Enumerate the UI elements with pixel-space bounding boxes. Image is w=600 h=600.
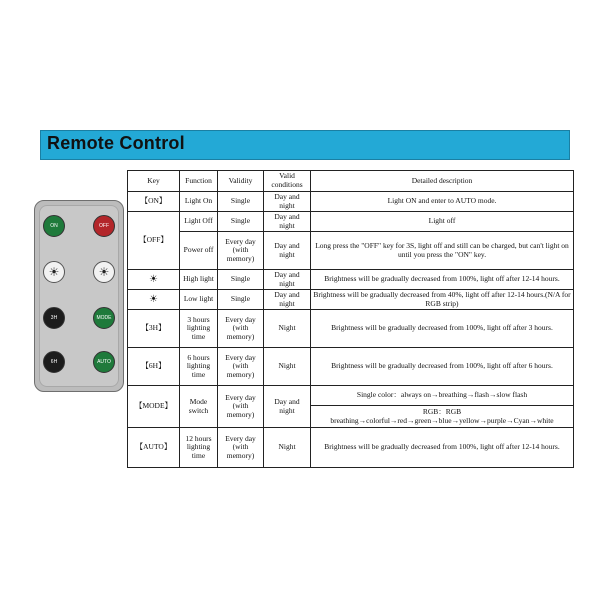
validity-cell: Every day (with memory) (218, 428, 264, 468)
remote-mode-button (93, 307, 115, 329)
key-cell: 【MODE】 (128, 386, 180, 428)
conditions-cell: Day and night (264, 386, 311, 428)
remote-off-label: OFF (99, 223, 109, 229)
conditions-cell: Night (264, 348, 311, 386)
description-cell: Light ON and enter to AUTO mode. (311, 192, 574, 212)
sun-icon: ☀ (48, 265, 60, 279)
description-cell: Brightness will be gradually decreased from 100%, light off after 6 hours. (311, 348, 574, 386)
validity-cell: Every day (with memory) (218, 232, 264, 270)
header-description: Detailed description (311, 171, 574, 192)
table-row (128, 192, 574, 212)
remote-mode-label: MODE (96, 315, 112, 321)
header-validity: Validity (218, 171, 264, 192)
header-valid-conditions: Valid conditions (264, 171, 311, 192)
table-row (128, 310, 574, 348)
conditions-cell: Day and night (264, 290, 311, 310)
key-cell: 【AUTO】 (128, 428, 180, 468)
description-cell: RGB：RGB breathing→colorful→red→green→blue→yellow→purple→Cyan→white (311, 406, 574, 428)
function-cell: Light On (180, 192, 218, 212)
validity-cell: Single (218, 270, 264, 290)
description-cell: Light off (311, 212, 574, 232)
header-function: Function (180, 171, 218, 192)
description-cell: Brightness will be gradually decreased from 40%, light off after 12-14 hours.(N/A for RGB strip) (311, 290, 574, 310)
conditions-cell: Night (264, 310, 311, 348)
remote-6h-label: 6H (50, 359, 58, 365)
function-cell: Power off (180, 232, 218, 270)
conditions-cell: Day and night (264, 212, 311, 232)
remote-on-button (43, 215, 65, 237)
validity-cell: Every day (with memory) (218, 348, 264, 386)
validity-cell: Every day (with memory) (218, 386, 264, 428)
table-header-row (128, 171, 574, 192)
conditions-cell: Day and night (264, 270, 311, 290)
function-cell: High light (180, 270, 218, 290)
table-row (128, 348, 574, 386)
conditions-cell: Night (264, 428, 311, 468)
validity-cell: Single (218, 290, 264, 310)
remote-6h-button (43, 351, 65, 373)
remote-low-light-button (93, 261, 115, 283)
sun-icon: ☀ (128, 270, 180, 290)
table-row (128, 232, 574, 270)
function-cell: Low light (180, 290, 218, 310)
function-cell: Light Off (180, 212, 218, 232)
remote-control-image (34, 200, 124, 392)
table-row (128, 290, 574, 310)
dim-sun-icon: ☀ (128, 290, 180, 310)
description-cell: Long press the "OFF" key for 3S, light off and still can be charged, but can't light on until you press the "ON" key. (311, 232, 574, 270)
remote-off-button (93, 215, 115, 237)
title-banner (40, 130, 570, 160)
remote-high-light-button (43, 261, 65, 283)
remote-auto-label: AUTO (97, 359, 111, 365)
page-title: Remote Control (47, 133, 185, 153)
validity-cell: Single (218, 192, 264, 212)
remote-3h-button (43, 307, 65, 329)
remote-function-table (127, 170, 574, 468)
function-cell: 6 hours lighting time (180, 348, 218, 386)
validity-cell: Every day (with memory) (218, 310, 264, 348)
key-cell: 【ON】 (128, 192, 180, 212)
description-cell: Brightness will be gradually decreased from 100%, light off after 12-14 hours. (311, 428, 574, 468)
description-cell: Single color：always on→breathing→flash→slow flash (311, 386, 574, 406)
key-cell: 【OFF】 (128, 212, 180, 270)
conditions-cell: Day and night (264, 192, 311, 212)
function-cell: 3 hours lighting time (180, 310, 218, 348)
key-cell: 【6H】 (128, 348, 180, 386)
remote-auto-button (93, 351, 115, 373)
remote-on-label: ON (50, 223, 58, 229)
header-key: Key (128, 171, 180, 192)
validity-cell: Single (218, 212, 264, 232)
table-row (128, 270, 574, 290)
function-cell: Mode switch (180, 386, 218, 428)
function-cell: 12 hours lighting time (180, 428, 218, 468)
remote-3h-label: 3H (50, 315, 58, 321)
sun-icon: ☀ (98, 265, 110, 279)
description-cell: Brightness will be gradually decreased from 100%, light off after 12-14 hours. (311, 270, 574, 290)
table-row (128, 386, 574, 406)
table-row (128, 428, 574, 468)
description-cell: Brightness will be gradually decreased from 100%, light off after 3 hours. (311, 310, 574, 348)
key-cell: 【3H】 (128, 310, 180, 348)
table-row (128, 212, 574, 232)
conditions-cell: Day and night (264, 232, 311, 270)
